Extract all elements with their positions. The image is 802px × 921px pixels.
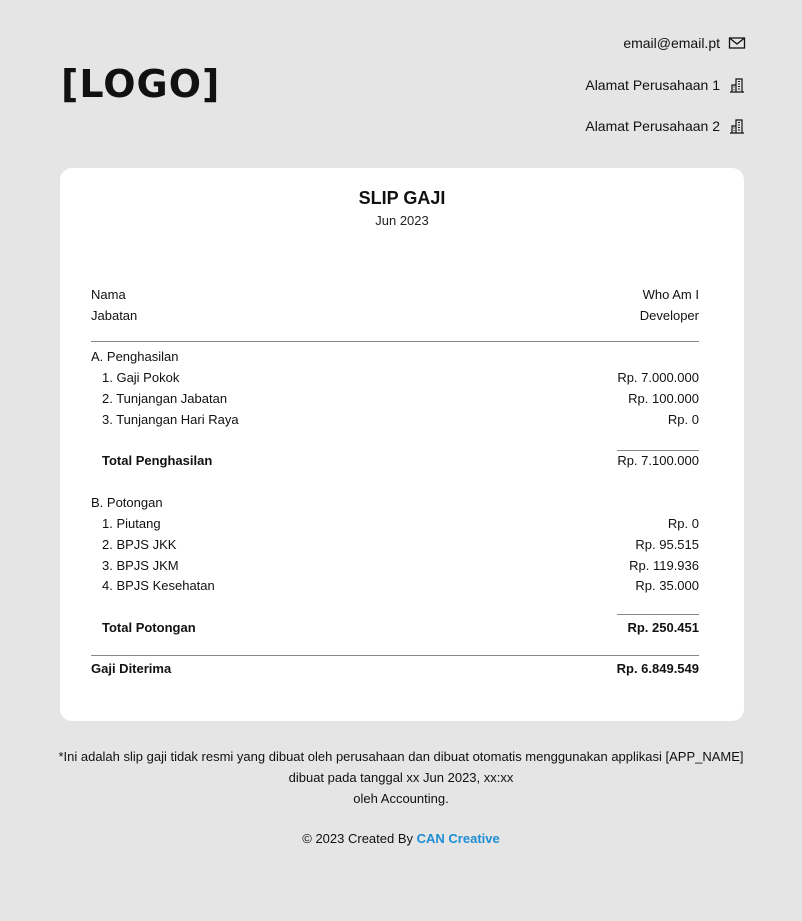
income-total-value: Rp. 7.100.000 xyxy=(617,453,699,468)
credit-brand-link[interactable]: CAN Creative xyxy=(416,831,500,846)
employee-name-label: Nama xyxy=(91,287,126,302)
income-item xyxy=(91,390,699,408)
slip-title: SLIP GAJI xyxy=(358,188,446,208)
employee-name-row xyxy=(91,286,699,304)
deduction-item-label: 4. BPJS Kesehatan xyxy=(102,578,215,593)
credit-prefix: © 2023 Created By xyxy=(302,831,417,846)
income-item-label: 3. Tunjangan Hari Raya xyxy=(102,412,239,427)
disclaimer xyxy=(0,746,802,809)
income-item-label: 1. Gaji Pokok xyxy=(102,370,180,385)
deduction-item xyxy=(91,577,699,595)
contact-address-1-text: Alamat Perusahaan 1 xyxy=(585,76,720,93)
deduction-item-value: Rp. 35.000 xyxy=(635,578,699,593)
subtotal-divider xyxy=(617,450,699,451)
contact-email xyxy=(426,33,746,53)
income-item-label: 2. Tunjangan Jabatan xyxy=(102,391,228,406)
deductions-total-label: Total Potongan xyxy=(102,620,196,635)
deduction-item xyxy=(91,557,699,575)
deduction-item-label: 3. BPJS JKM xyxy=(102,558,179,573)
contact-address-1 xyxy=(426,75,746,95)
deduction-item xyxy=(91,515,699,533)
disclaimer-line-1: *Ini adalah slip gaji tidak resmi yang dibuat oleh perusahaan dan dibuat otomatis menggunakan applikasi [APP_NAME] xyxy=(58,749,744,764)
income-item-value: Rp. 7.000.000 xyxy=(617,370,699,385)
contact-address-2 xyxy=(426,116,746,136)
employee-position-label: Jabatan xyxy=(91,308,138,323)
contact-email-text: email@email.pt xyxy=(623,35,720,51)
income-item-value: Rp. 100.000 xyxy=(628,391,699,406)
slip-period: Jun 2023 xyxy=(375,213,429,228)
subtotal-divider xyxy=(617,614,699,615)
employee-position-value: Developer xyxy=(639,308,699,323)
divider xyxy=(91,655,699,656)
employee-name-value: Who Am I xyxy=(642,287,699,302)
deduction-item-value: Rp. 0 xyxy=(667,516,699,531)
income-item xyxy=(91,369,699,387)
deductions-total-value: Rp. 250.451 xyxy=(627,620,699,635)
building-icon xyxy=(728,76,746,94)
income-total-row xyxy=(91,452,699,470)
income-item-value: Rp. 0 xyxy=(667,412,699,427)
deduction-item-value: Rp. 119.936 xyxy=(629,558,699,573)
deductions-section-header xyxy=(91,494,699,512)
deduction-item xyxy=(91,536,699,554)
payslip-card xyxy=(60,168,744,721)
divider xyxy=(91,341,699,342)
deductions-section-label: B. Potongan xyxy=(91,495,163,510)
contact-info xyxy=(426,33,746,158)
net-pay-label: Gaji Diterima xyxy=(91,661,172,676)
net-pay-value: Rp. 6.849.549 xyxy=(616,661,699,676)
disclaimer-line-2: dibuat pada tanggal xx Jun 2023, xx:xx xyxy=(288,770,514,785)
deduction-item-label: 1. Piutang xyxy=(102,516,161,531)
envelope-icon xyxy=(728,34,746,52)
income-section-header xyxy=(91,348,699,366)
deduction-item-value: Rp. 95.515 xyxy=(635,537,699,552)
company-logo: [LOGO] xyxy=(61,62,221,106)
employee-position-row xyxy=(91,307,699,325)
building-icon xyxy=(728,117,746,135)
disclaimer-line-3: oleh Accounting. xyxy=(353,791,449,806)
deductions-total-row xyxy=(91,619,699,637)
deduction-item-label: 2. BPJS JKK xyxy=(102,537,177,552)
income-total-label: Total Penghasilan xyxy=(102,453,213,468)
income-item xyxy=(91,411,699,429)
contact-address-2-text: Alamat Perusahaan 2 xyxy=(585,118,720,134)
income-section-label: A. Penghasilan xyxy=(91,349,179,364)
net-pay-row xyxy=(91,660,699,678)
credit-line xyxy=(0,831,802,846)
